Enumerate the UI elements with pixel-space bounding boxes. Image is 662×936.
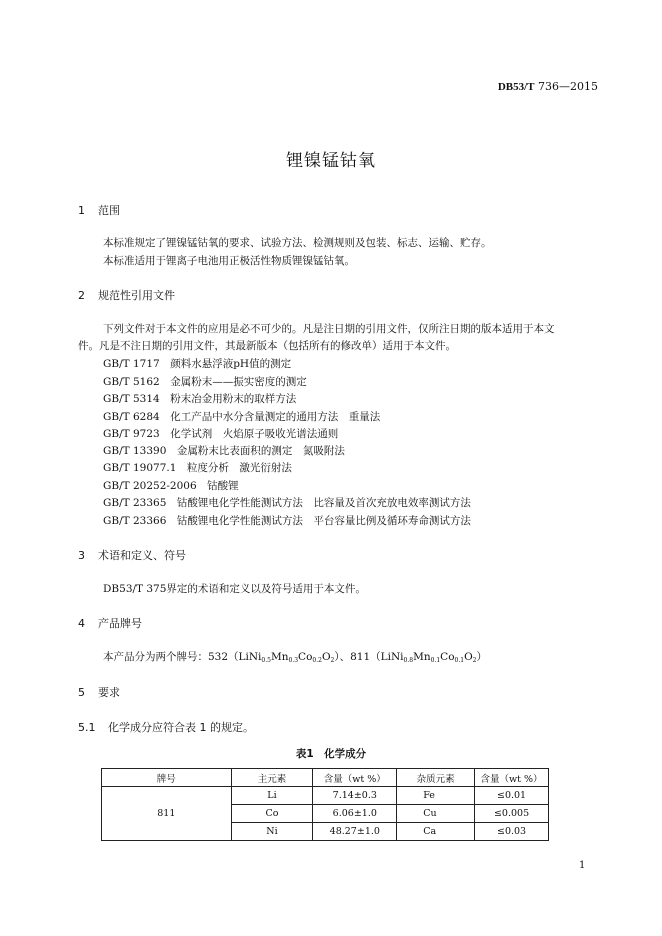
section-4-para: [103, 649, 487, 664]
standard-code: [498, 80, 598, 93]
reference-item: GB/T 13390 金属粉末比表面积的测定 氮吸附法: [103, 445, 345, 457]
standard-code-number: 736—2015: [538, 80, 598, 93]
table-header: 主元素: [231, 769, 313, 787]
table-row: [102, 787, 549, 805]
table-cell: Ni: [231, 823, 313, 841]
para-text: ）: [476, 651, 487, 663]
brand-cell: 811: [102, 787, 232, 841]
chemical-composition-table: [101, 768, 549, 841]
section-title: 产品牌号: [98, 617, 142, 630]
section-1-para-2: 本标准适用于锂离子电池用正极活性物质锂镍锰钴氧。: [103, 255, 355, 267]
section-3-para: DB53/T 375界定的术语和定义以及符号适用于本文件。: [103, 583, 366, 595]
formula-text: O: [321, 651, 331, 663]
section-title: 要求: [98, 686, 120, 699]
section-5-heading: [78, 684, 120, 700]
table-cell: ≤0.005: [475, 805, 549, 823]
section-number: 5.1: [78, 721, 96, 734]
subscript: 0.2: [312, 657, 322, 664]
table-cell: Ca: [397, 823, 475, 841]
formula-text: O: [464, 651, 473, 663]
formula-text: Mn: [270, 651, 289, 663]
section-2-para-line-2: 件。凡是不注日期的引用文件，其最新版本（包括所有的修改单）适用于本文件。: [78, 340, 456, 352]
subscript: 2: [330, 657, 335, 664]
subscript: 2: [472, 657, 477, 664]
reference-item: GB/T 23366 钴酸锂电化学性能测试方法 平台容量比例及循环寿命测试方法: [103, 515, 471, 527]
reference-item: GB/T 5314 粉末冶金用粉末的取样方法: [103, 393, 297, 405]
formula-text: Co: [440, 651, 455, 663]
table-cell: Fe: [397, 787, 475, 805]
reference-item: GB/T 9723 化学试剂 火焰原子吸收光谱法通则: [103, 428, 339, 440]
section-number: 2: [78, 289, 85, 302]
reference-item: GB/T 6284 化工产品中水分含量测定的通用方法 重量法: [103, 411, 381, 423]
formula-text: Mn: [413, 651, 431, 663]
section-number: 1: [78, 204, 85, 217]
reference-item: GB/T 23365 钴酸锂电化学性能测试方法 比容量及首次充放电效率测试方法: [103, 497, 471, 509]
subscript: 0.1: [430, 657, 441, 664]
table-caption: 表1 化学成分: [295, 748, 367, 760]
section-number: 5: [78, 686, 85, 699]
table-cell: Co: [231, 805, 313, 823]
section-2-para-line-1: 下列文件对于本文件的应用是必不可少的。凡是注日期的引用文件，仅所注日期的版本适用于本文: [103, 323, 555, 335]
table-cell: ≤0.01: [475, 787, 549, 805]
reference-item: GB/T 19077.1 粒度分析 激光衍射法: [103, 462, 292, 474]
table-header-row: [102, 769, 549, 787]
page-number: 1: [579, 860, 586, 871]
table-cell: Li: [231, 787, 313, 805]
reference-item: GB/T 1717 颜料水悬浮液pH值的测定: [103, 358, 292, 370]
document-title: 锂镍锰钴氧: [286, 151, 376, 171]
section-title: 范围: [98, 204, 120, 217]
table-header: 杂质元素: [397, 769, 475, 787]
subscript: 0.8: [403, 657, 414, 664]
para-text: 本产品分为两个牌号：532（LiNi: [103, 651, 262, 663]
table-header: 牌号: [102, 769, 232, 787]
section-title: 规范性引用文件: [98, 289, 175, 302]
standard-code-prefix: DB53/T: [497, 81, 535, 93]
section-1-heading: [78, 202, 120, 218]
section-5-1-heading: [78, 719, 254, 735]
section-number: 3: [78, 549, 85, 562]
section-4-heading: [78, 615, 142, 631]
section-title: 术语和定义、符号: [98, 549, 186, 562]
reference-item: GB/T 20252-2006 钴酸锂: [103, 480, 239, 492]
table-header: 含量（wt %）: [313, 769, 397, 787]
table-cell: 6.06±1.0: [313, 805, 397, 823]
subscript: 0.3: [288, 657, 299, 664]
table-cell: 48.27±1.0: [313, 823, 397, 841]
section-number: 4: [78, 617, 85, 630]
subscript: 0.1: [454, 657, 465, 664]
subscript: 0.5: [261, 657, 271, 664]
table-cell: 7.14±0.3: [313, 787, 397, 805]
table-cell: ≤0.03: [475, 823, 549, 841]
section-1-para-1: 本标准规定了锂镍锰钴氧的要求、试验方法、检测规则及包装、标志、运输、贮存。: [103, 237, 492, 249]
section-3-heading: [78, 547, 186, 563]
table-header: 含量（wt %）: [475, 769, 549, 787]
section-title: 化学成分应符合表 1 的规定。: [108, 721, 254, 734]
table-cell: Cu: [397, 805, 475, 823]
section-2-heading: [78, 287, 175, 303]
reference-item: GB/T 5162 金属粉末——振实密度的测定: [103, 376, 307, 388]
para-text: ）、811（LiNi: [334, 651, 404, 663]
formula-text: Co: [298, 651, 313, 663]
